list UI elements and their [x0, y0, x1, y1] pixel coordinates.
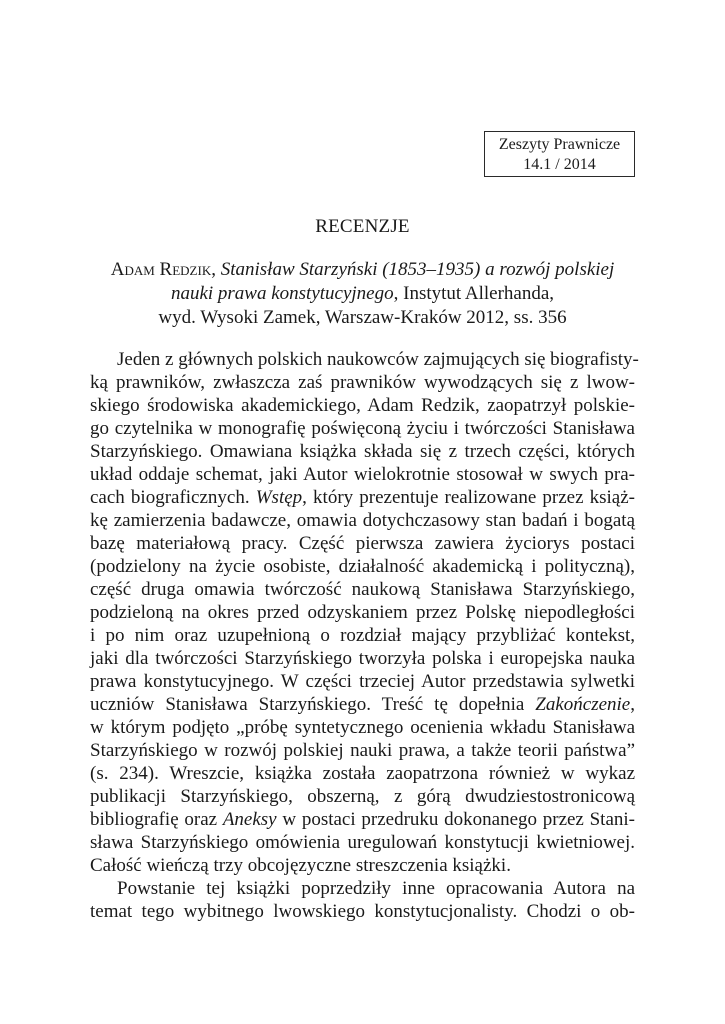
book-title-part-1: Stanisław Starzyński (1853–1935) a rozwój polskiej	[220, 259, 615, 280]
paragraph-2	[90, 877, 635, 923]
journal-name: Zeszyty Prawnicze	[498, 136, 621, 153]
text-line	[90, 693, 635, 716]
text-line: go czytelnika w monografię poświęconą życiu i twórczości Stanisława	[90, 418, 635, 439]
citation-line-3: wyd. Wysoki Zamek, Warszaw-Kraków 2012, ss. 356	[158, 307, 567, 328]
text-line: jaki dla twórczości Starzyńskiego tworzyła polska i europejska nauka	[90, 648, 635, 669]
text-line: kę zamierzenia badawcze, omawia dotychczasowy stan badań i bogatą	[90, 510, 635, 531]
text-run: , który prezentuje realizowane przez książ-	[302, 487, 635, 508]
book-title-part-2: nauki prawa konstytucyjnego	[170, 283, 394, 304]
text-line: Starzyńskiego w rozwój polskiej nauki prawa, a także teorii państwa”	[90, 740, 635, 761]
italic-zakonczenie: Zakończenie	[535, 694, 631, 715]
text-line: i po nim oraz uzupełnioną o rozdział mający przybliżać kontekst,	[90, 625, 635, 646]
text-run: uczniów Stanisława Starzyńskiego. Treść tę dopełnia	[90, 694, 536, 715]
book-citation	[90, 258, 635, 330]
text-line: część druga omawia twórczość naukową Stanisława Starzyńskiego,	[90, 579, 635, 600]
text-run: cach biograficznych.	[90, 487, 256, 508]
text-line: sława Starzyńskiego omówienia uregulowań konstytucji kwietniowej.	[90, 832, 635, 853]
italic-wstep: Wstęp	[255, 487, 303, 508]
text-line: układ oddaje schemat, jaki Autor wielokrotnie stosował w swych pra-	[90, 464, 635, 485]
text-line: ką prawników, zwłaszcza zaś prawników wywodzących się z lwow-	[90, 372, 635, 393]
text-line: Starzyńskiego. Omawiana książka składa się z trzech części, których	[90, 441, 635, 462]
text-run: ,	[630, 694, 635, 715]
citation-line-2	[90, 282, 635, 306]
publisher: , Instytut Allerhanda,	[393, 283, 555, 304]
text-line: w którym podjęto „próbę syntetycznego ocenienia wkładu Stanisława	[90, 717, 635, 738]
citation-line-1: Adam Redzik, Stanisław Starzyński (1853–1935) a rozwój polskiej	[110, 259, 615, 280]
text-line: (podzielony na życie osobiste, działalność akademicką i polityczną),	[90, 556, 635, 577]
text-line: temat tego wybitnego lwowskiego konstytucjonalisty. Chodzi o ob-	[90, 901, 635, 922]
text-line: (s. 234). Wreszcie, książka została zaopatrzona również w wykaz	[90, 763, 635, 784]
text-line: bazę materiałową pracy. Część pierwsza zawiera życiorys postaci	[90, 533, 635, 554]
text-run: bibliografię oraz	[90, 809, 223, 830]
journal-issue: 14.1 / 2014	[523, 156, 596, 173]
text-line	[90, 808, 635, 831]
text-line: skiego środowiska akademickiego, Adam Redzik, zaopatrzył polskie-	[90, 395, 635, 416]
text-line: Jeden z głównych polskich naukowców zajmujących się biografisty-	[117, 349, 639, 370]
review-body	[90, 348, 639, 923]
text-line: prawa konstytucyjnego. W części trzeciej Autor przedstawia sylwetki	[90, 671, 635, 692]
text-line: publikacji Starzyńskiego, obszerną, z górą dwudziestostronicową	[90, 786, 635, 807]
text-line: podzieloną na okres przed odzyskaniem przez Polskę niepodległości	[90, 602, 635, 623]
text-line	[90, 486, 635, 509]
journal-info-box	[484, 131, 635, 177]
section-title: RECENZJE	[315, 216, 410, 237]
text-line: Powstanie tej książki poprzedziły inne opracowania Autora na	[117, 878, 635, 899]
text-line: Całość wieńczą trzy obcojęzyczne streszczenia książki.	[90, 855, 511, 876]
author-last-name: Redzik	[159, 259, 212, 280]
author-first-name: Adam	[110, 259, 155, 280]
italic-aneksy: Aneksy	[222, 809, 277, 830]
paragraph-1	[90, 348, 639, 877]
text-run: w postaci przedruku dokonanego przez Stani-	[276, 809, 635, 830]
